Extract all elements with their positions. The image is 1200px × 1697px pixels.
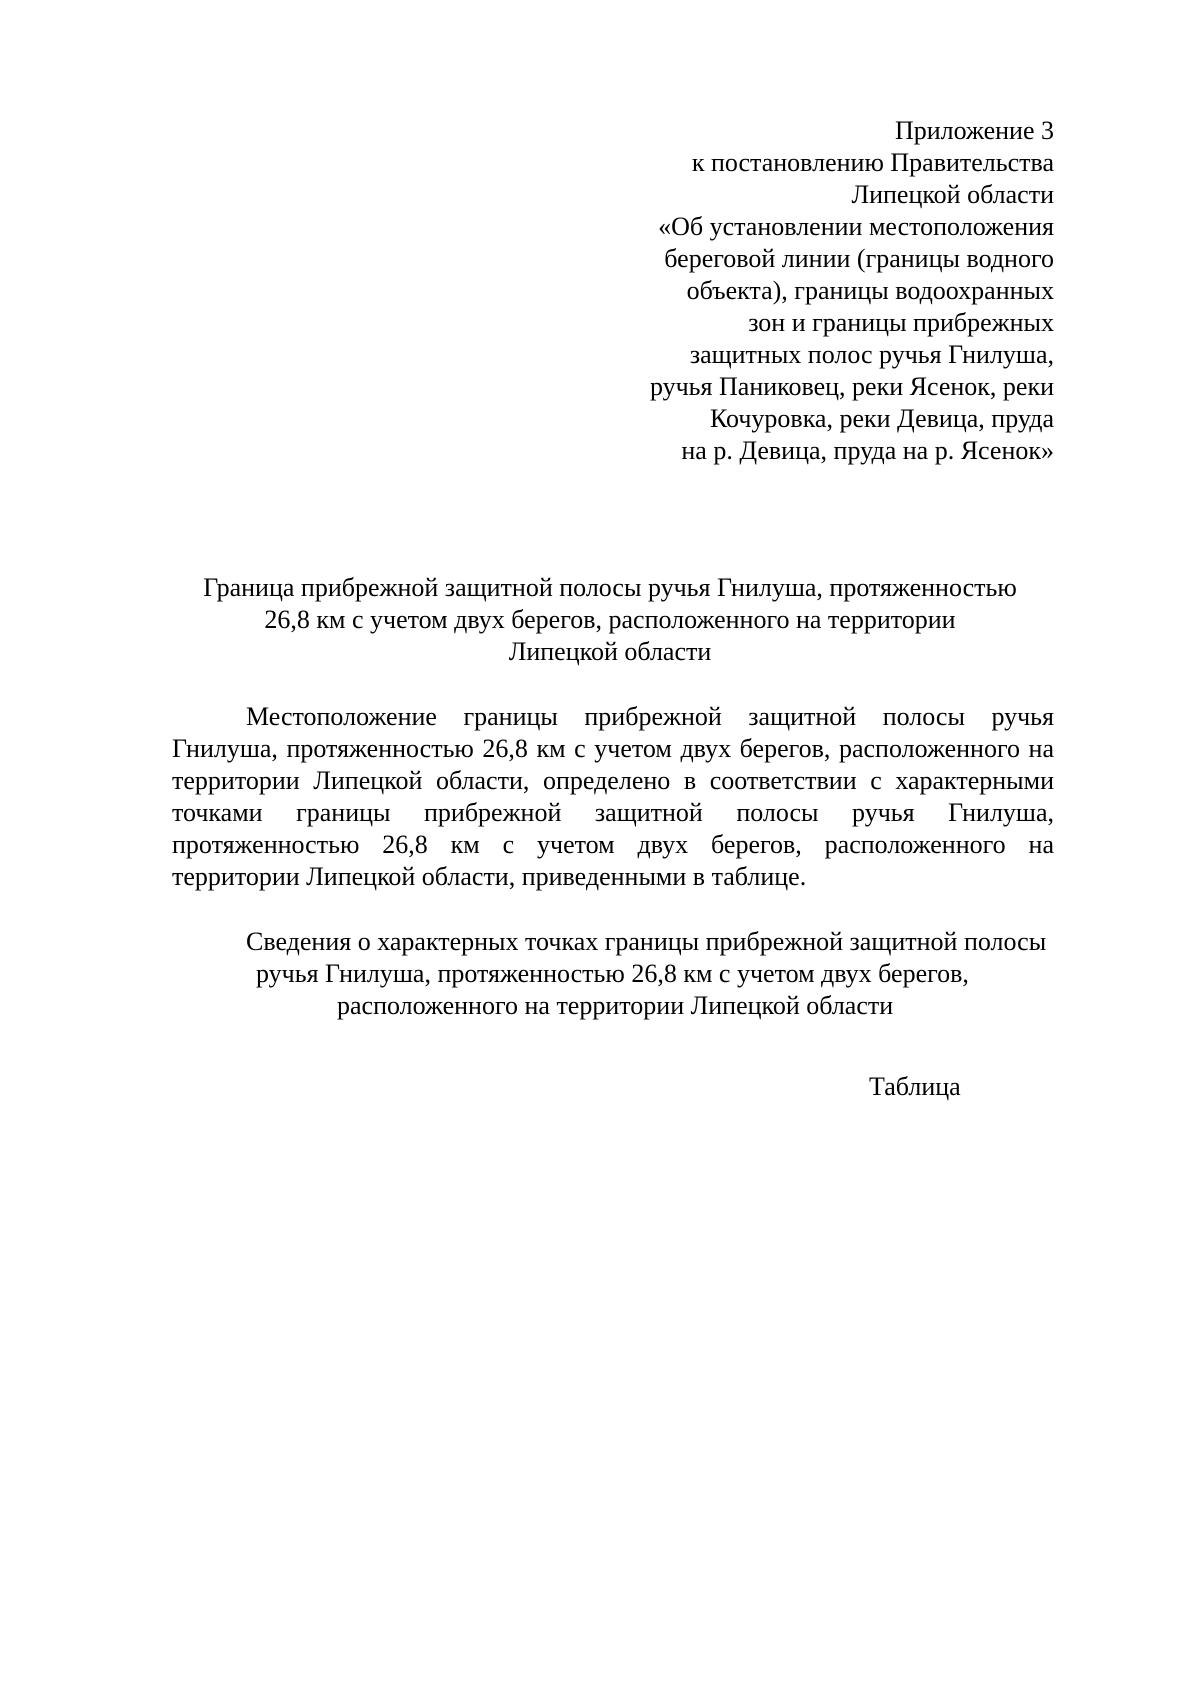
appendix-line: ручья Паниковец, реки Ясенок, реки [649, 372, 1054, 401]
table-caption [246, 926, 1146, 1022]
document-title [170, 572, 1050, 668]
appendix-line: на р. Девица, пруда на р. Ясенок» [681, 436, 1054, 465]
appendix-line: защитных полос ручья Гнилуша, [689, 340, 1054, 369]
appendix-line: «Об установлении местоположения [658, 212, 1054, 241]
appendix-header [534, 115, 1054, 467]
table-caption-line: Сведения о характерных точках границы прибрежной защитной полосы [246, 927, 1047, 956]
appendix-line: к постановлению Правительства [691, 148, 1054, 177]
title-line: 26,8 км с учетом двух берегов, расположенного на территории [264, 605, 956, 634]
table-caption-line: ручья Гнилуша, протяженностью 26,8 км с учетом двух берегов, [256, 959, 969, 988]
table-label: Таблица [869, 1072, 961, 1101]
table-caption-line: расположенного на территории Липецкой области [337, 991, 894, 1020]
appendix-line: зон и границы прибрежных [748, 308, 1054, 337]
appendix-line: Кочуровка, реки Девица, пруда [709, 404, 1054, 433]
title-line: Граница прибрежной защитной полосы ручья Гнилуша, протяженностью [203, 573, 1017, 602]
appendix-line: береговой линии (границы водного [664, 244, 1054, 273]
body-paragraph: Местоположение границы прибрежной защитной полосы ручья Гнилуша, протяженностью 26,8 км с учетом двух берегов, расположенного на территории Липецкой области, определено в соответствии с характерными точками границы прибрежной защитной полосы ручья Гнилуша, протяженностью 26,8 км с учетом двух берегов, расположенного на территории Липецкой области, приведенными в таблице. [172, 702, 1054, 891]
appendix-line: объекта), границы водоохранных [686, 276, 1054, 305]
appendix-line: Липецкой области [851, 180, 1054, 209]
appendix-line: Приложение 3 [894, 116, 1054, 145]
title-line: Липецкой области [508, 637, 712, 666]
